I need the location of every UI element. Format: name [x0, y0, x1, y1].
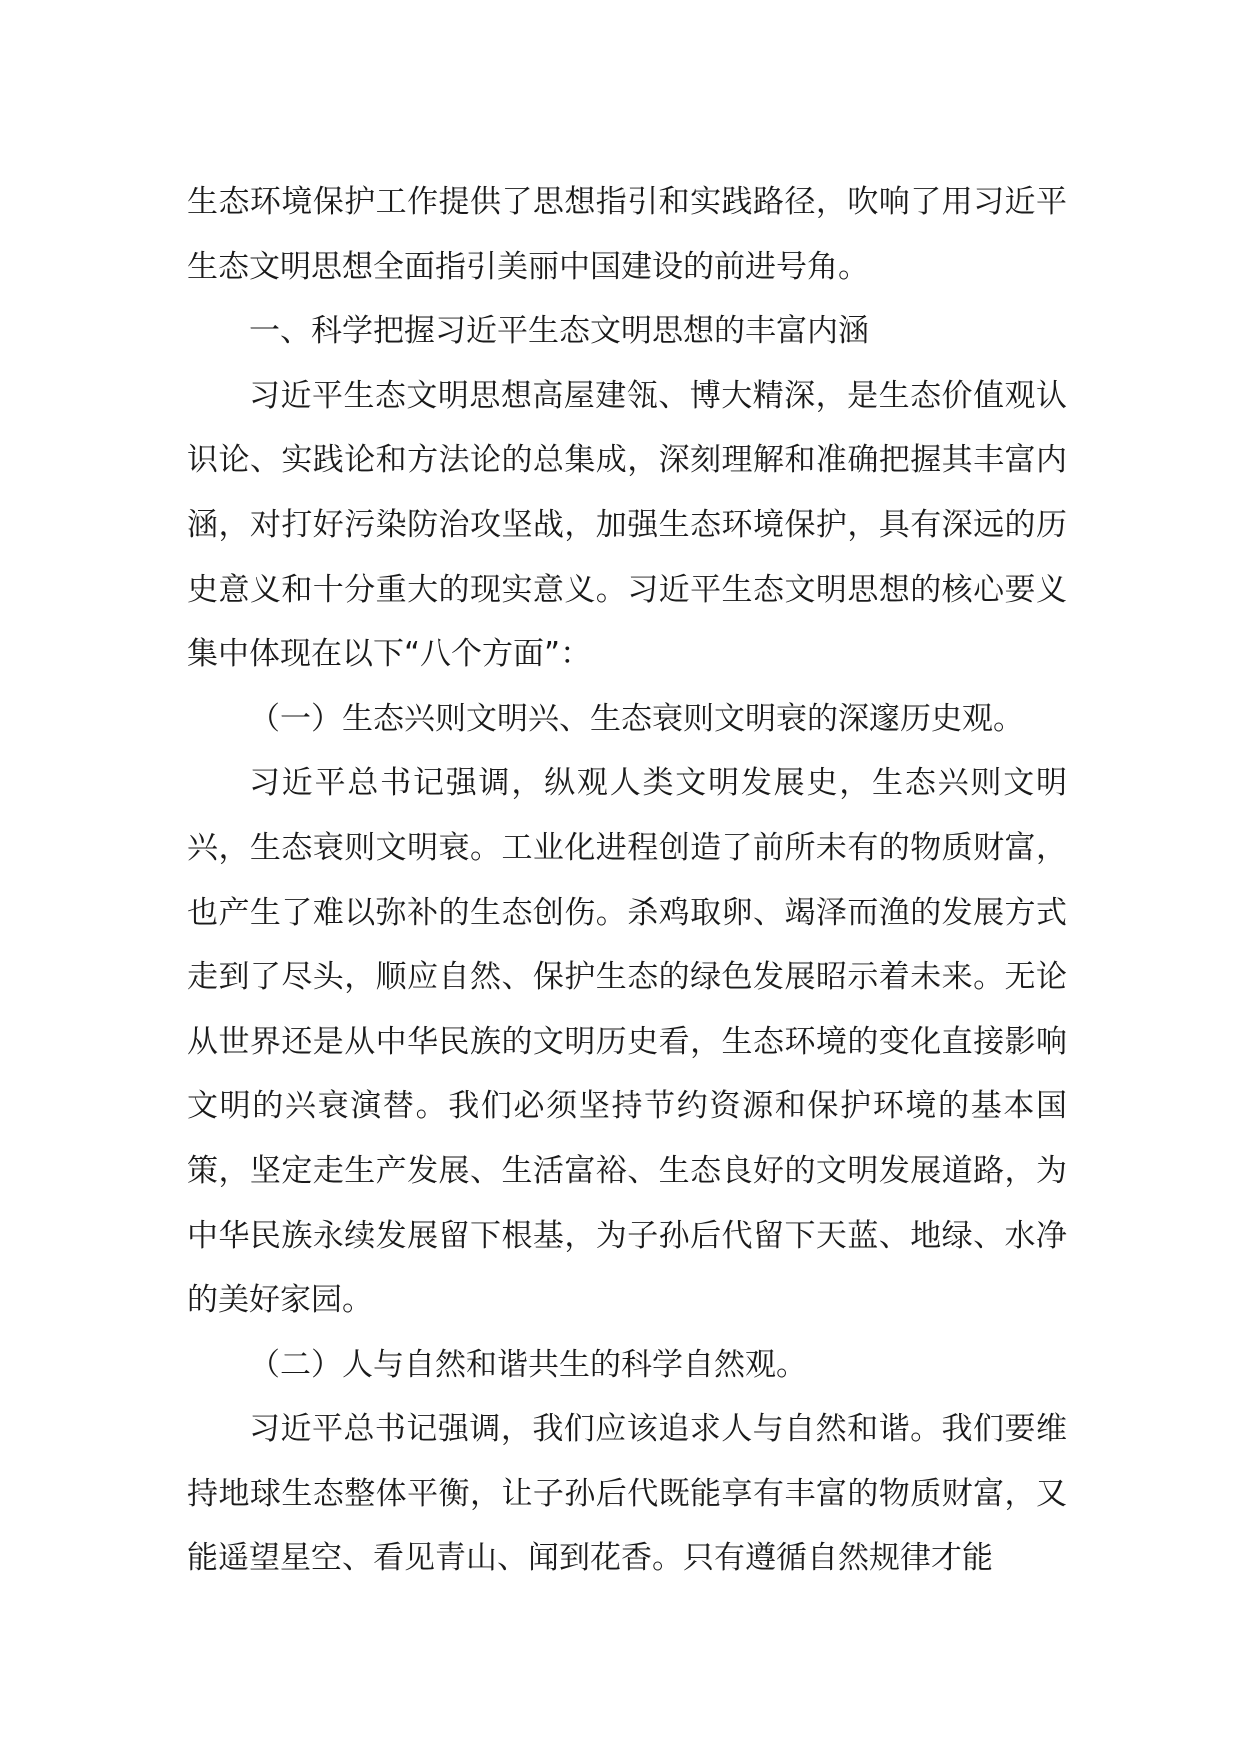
subsection-heading: （一）生态兴则文明兴、生态衰则文明衰的深邃历史观。 — [249, 700, 1024, 737]
paragraph-body: 习近平总书记强调，我们应该追求人与自然和谐。我们要维持地球生态整体平衡，让子孙后代既能享有丰富的物质财富，又能遥望星空、看见青山、闻到花香。只有遵循自然规律才能 — [187, 1411, 1067, 1577]
paragraph-continuation: 生态环境保护工作提供了思想指引和实践路径，吹响了用习近平生态文明思想全面指引美丽中国建设的前进号角。 — [187, 184, 1067, 285]
section-heading: 一、科学把握习近平生态文明思想的丰富内涵 — [249, 313, 869, 350]
paragraph-body: 习近平生态文明思想高屋建瓴、博大精深，是生态价值观认识论、实践论和方法论的总集成，深刻理解和准确把握其丰富内涵，对打好污染防治攻坚战，加强生态环境保护，具有深远的历史意义和十分重大的现实意义。习近平生态文明思想的核心要义集中体现在以下“八个方面”： — [187, 377, 1067, 673]
paragraph-body: 习近平总书记强调，纵观人类文明发展史，生态兴则文明兴，生态衰则文明衰。工业化进程创造了前所未有的物质财富，也产生了难以弥补的生态创伤。杀鸡取卵、竭泽而渔的发展方式走到了尽头，顺应自然、保护生态的绿色发展昭示着未来。无论从世界还是从中华民族的文明历史看，生态环境的变化直接影响文明的兴衰演替。我们必须坚持节约资源和保护环境的基本国策，坚定走生产发展、生活富裕、生态良好的文明发展道路，为中华民族永续发展留下根基，为子孙后代留下天蓝、地绿、水净的美好家园。 — [187, 765, 1067, 1319]
subsection-heading: （二）人与自然和谐共生的科学自然观。 — [249, 1346, 807, 1383]
document-body — [187, 170, 1067, 1591]
